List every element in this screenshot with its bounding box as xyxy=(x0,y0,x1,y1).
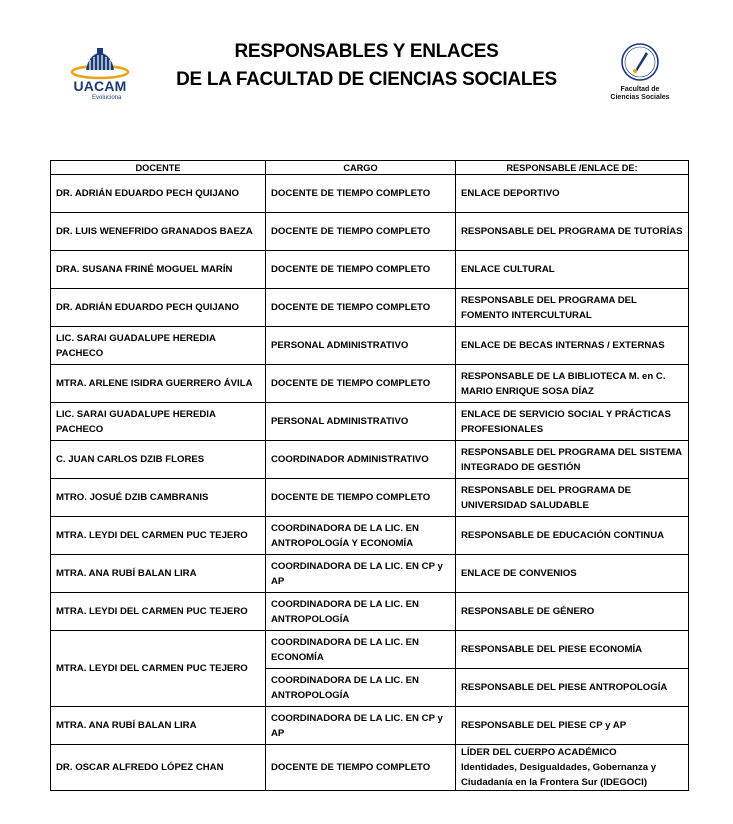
table-row xyxy=(51,175,689,213)
teacher-cell: LIC. SARAI GUADALUPE HEREDIA PACHECO xyxy=(51,403,266,441)
table-row xyxy=(51,213,689,251)
teacher-cell: DR. ADRIÁN EDUARDO PECH QUIJANO xyxy=(51,175,266,213)
teacher-cell: DR. LUIS WENEFRIDO GRANADOS BAEZA xyxy=(51,213,266,251)
role-cell: PERSONAL ADMINISTRATIVO xyxy=(266,327,456,365)
logo-tagline: Evoluciona xyxy=(92,95,122,101)
role-cell: COORDINADORA DE LA LIC. EN CP y AP xyxy=(266,707,456,745)
uacam-crest-icon xyxy=(68,46,132,80)
table-row xyxy=(51,403,689,441)
table-row xyxy=(51,289,689,327)
faculty-logo-label xyxy=(610,86,670,102)
table-row xyxy=(51,631,689,669)
responsibility-cell: ENLACE DE BECAS INTERNAS / EXTERNAS xyxy=(456,327,689,365)
role-cell: COORDINADORA DE LA LIC. EN ANTROPOLOGÍA xyxy=(266,593,456,631)
column-header-responsibility: RESPONSABLE /ENLACE DE: xyxy=(456,161,689,175)
responsibility-cell: RESPONSABLE DE GÉNERO xyxy=(456,593,689,631)
table-row xyxy=(51,593,689,631)
teacher-cell: DRA. SUSANA FRINÉ MOGUEL MARÍN xyxy=(51,251,266,289)
teacher-cell: C. JUAN CARLOS DZIB FLORES xyxy=(51,441,266,479)
responsibility-line-2: Identidades, Desigualdades, Gobernanza y Ciudadanía en la Frontera Sur (IDEGOCI) xyxy=(461,762,657,788)
faculty-logo-line-1: Facultad de xyxy=(620,86,660,93)
responsibles-table xyxy=(50,160,689,791)
teacher-cell: MTRA. LEYDI DEL CARMEN PUC TEJERO xyxy=(51,593,266,631)
teacher-cell: MTRA. ARLENE ISIDRA GUERRERO ÁVILA xyxy=(51,365,266,403)
role-cell: DOCENTE DE TIEMPO COMPLETO xyxy=(266,175,456,213)
document-header xyxy=(0,0,733,150)
teacher-cell: MTRA. LEYDI DEL CARMEN PUC TEJERO xyxy=(51,517,266,555)
responsibility-cell: ENLACE CULTURAL xyxy=(456,251,689,289)
teacher-cell: MTRO. JOSUÉ DZIB CAMBRANIS xyxy=(51,479,266,517)
role-cell: COORDINADORA DE LA LIC. EN ECONOMÍA xyxy=(266,631,456,669)
teacher-cell: DR. OSCAR ALFREDO LÓPEZ CHAN xyxy=(51,745,266,791)
responsibility-cell: RESPONSABLE DEL PROGRAMA DEL FOMENTO INTERCULTURAL xyxy=(456,289,689,327)
role-cell: COORDINADOR ADMINISTRATIVO xyxy=(266,441,456,479)
responsibility-cell: RESPONSABLE DEL PIESE CP y AP xyxy=(456,707,689,745)
table-row xyxy=(51,365,689,403)
faculty-logo-line-2: Ciencias Sociales xyxy=(610,94,670,101)
table-row xyxy=(51,327,689,365)
role-cell: DOCENTE DE TIEMPO COMPLETO xyxy=(266,251,456,289)
teacher-cell: DR. ADRIÁN EDUARDO PECH QUIJANO xyxy=(51,289,266,327)
role-cell: DOCENTE DE TIEMPO COMPLETO xyxy=(266,745,456,791)
responsibility-cell: ENLACE DE SERVICIO SOCIAL Y PRÁCTICAS PROFESIONALES xyxy=(456,403,689,441)
table-row xyxy=(51,745,689,791)
role-cell: DOCENTE DE TIEMPO COMPLETO xyxy=(266,213,456,251)
column-header-teacher: DOCENTE xyxy=(51,161,266,175)
role-cell: COORDINADORA DE LA LIC. EN ANTROPOLOGÍA Y ECONOMÍA xyxy=(266,517,456,555)
responsibility-cell: RESPONSABLE DEL PROGRAMA DEL SISTEMA INTEGRADO DE GESTIÓN xyxy=(456,441,689,479)
responsibility-cell: ENLACE DEPORTIVO xyxy=(456,175,689,213)
responsibility-cell: RESPONSABLE DEL PIESE ANTROPOLOGÍA xyxy=(456,669,689,707)
table-row xyxy=(51,555,689,593)
table-row xyxy=(51,251,689,289)
responsibility-line-1: LÍDER DEL CUERPO ACADÉMICO xyxy=(461,747,617,758)
title-line-2: DE LA FACULTAD DE CIENCIAS SOCIALES xyxy=(176,69,557,90)
responsibility-cell: RESPONSABLE DEL PROGRAMA DE UNIVERSIDAD SALUDABLE xyxy=(456,479,689,517)
table-row xyxy=(51,707,689,745)
responsibility-cell: RESPONSABLE DEL PROGRAMA DE TUTORÍAS xyxy=(456,213,689,251)
teacher-cell: MTRA. ANA RUBÍ BALAN LIRA xyxy=(51,555,266,593)
teacher-cell: LIC. SARAI GUADALUPE HEREDIA PACHECO xyxy=(51,327,266,365)
responsibility-cell xyxy=(456,745,689,791)
responsibility-cell: RESPONSABLE DEL PIESE ECONOMÍA xyxy=(456,631,689,669)
uacam-logo xyxy=(68,46,132,108)
responsibility-cell: ENLACE DE CONVENIOS xyxy=(456,555,689,593)
role-cell: DOCENTE DE TIEMPO COMPLETO xyxy=(266,289,456,327)
logo-brand-text: UACAM xyxy=(73,78,127,94)
role-cell: PERSONAL ADMINISTRATIVO xyxy=(266,403,456,441)
responsibility-cell: RESPONSABLE DE EDUCACIÓN CONTINUA xyxy=(456,517,689,555)
faculty-logo xyxy=(610,40,670,110)
title-line-1: RESPONSABLES Y ENLACES xyxy=(234,41,499,62)
table-row xyxy=(51,479,689,517)
role-cell: DOCENTE DE TIEMPO COMPLETO xyxy=(266,365,456,403)
role-cell: COORDINADORA DE LA LIC. EN CP y AP xyxy=(266,555,456,593)
table-row xyxy=(51,517,689,555)
responsibility-cell: RESPONSABLE DE LA BIBLIOTECA M. en C. MARIO ENRIQUE SOSA DÍAZ xyxy=(456,365,689,403)
table-header-row xyxy=(51,161,689,175)
role-cell: DOCENTE DE TIEMPO COMPLETO xyxy=(266,479,456,517)
teacher-cell: MTRA. LEYDI DEL CARMEN PUC TEJERO xyxy=(51,631,266,707)
page-title xyxy=(150,38,583,94)
role-cell: COORDINADORA DE LA LIC. EN ANTROPOLOGÍA xyxy=(266,669,456,707)
teacher-cell: MTRA. ANA RUBÍ BALAN LIRA xyxy=(51,707,266,745)
column-header-role: CARGO xyxy=(266,161,456,175)
faculty-pen-emblem-icon xyxy=(610,40,670,84)
table-row xyxy=(51,441,689,479)
